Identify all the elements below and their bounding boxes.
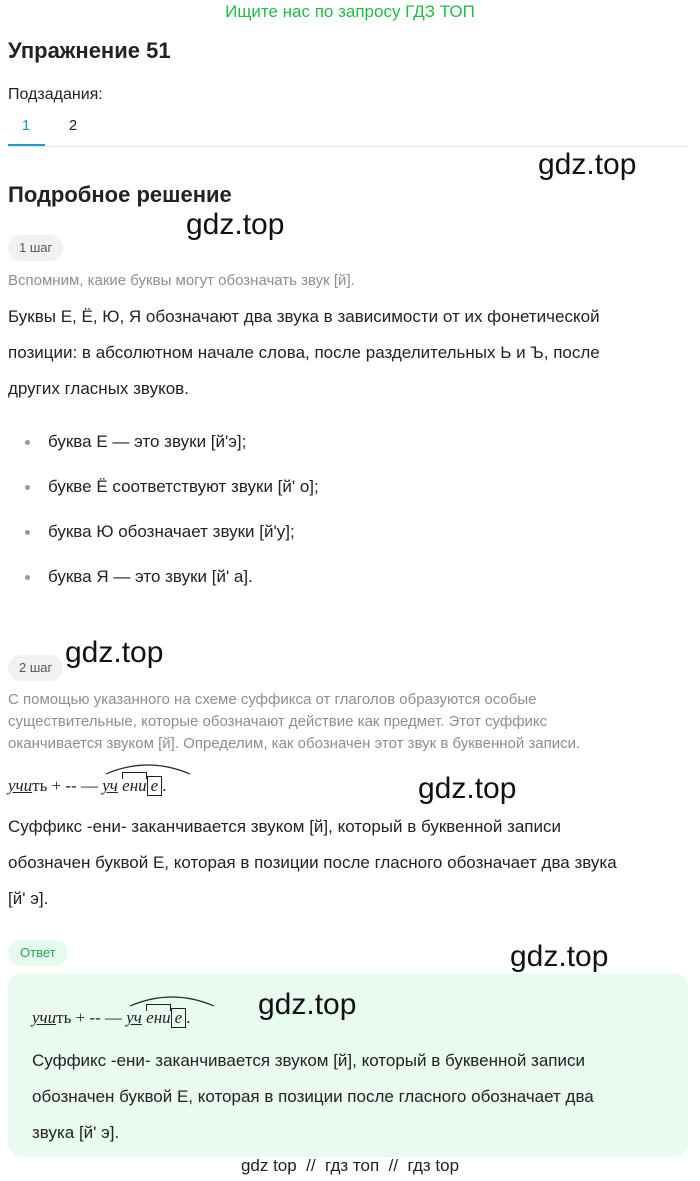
formula-ending-box: е <box>147 776 163 796</box>
formula-word <box>102 772 162 796</box>
formula-ending: ть <box>32 776 48 795</box>
bullet-icon <box>25 485 30 490</box>
formula-ending: ть <box>56 1008 72 1027</box>
step-badge: 1 шаг <box>8 235 63 261</box>
formula-suffix <box>122 776 146 795</box>
list-item-text: буква Е — это звуки [й'э]; <box>48 432 247 451</box>
tabs-divider <box>8 146 688 147</box>
search-banner: Ищите нас по запросу ГДЗ ТОП <box>225 2 475 21</box>
formula-root: учи <box>8 776 33 795</box>
root-arc-icon <box>126 994 218 1008</box>
text-line: других гласных звуков. <box>8 379 189 398</box>
answer-formula <box>32 1004 190 1028</box>
formula-tail: . <box>162 776 167 795</box>
suffix-mark-icon <box>146 1004 170 1011</box>
formula-suffix <box>146 1008 170 1027</box>
watermark: gdz.top <box>418 772 517 805</box>
hint-line: оканчивается звуком [й]. Определим, как обозначен этот звук в буквенной записи. <box>8 735 581 752</box>
step-text <box>8 299 600 407</box>
text-line: обозначен буквой Е, которая в позиции после гласного обозначает два <box>32 1087 594 1106</box>
section-title: Подробное решение <box>8 182 232 207</box>
root-arc-icon <box>102 762 194 776</box>
answer-text <box>32 1043 594 1151</box>
formula-ending-box: е <box>171 1008 187 1028</box>
watermark: gdz.top <box>510 940 609 973</box>
morpheme-formula <box>8 772 166 796</box>
step-hint <box>8 689 580 755</box>
bullet-icon <box>25 530 30 535</box>
text-line: позиции: в абсолютном начале слова, после разделительных Ь и Ъ, после <box>8 343 600 362</box>
tab-subtask-1[interactable]: 1 <box>21 117 31 134</box>
list-item <box>8 559 319 604</box>
text-line: обозначен буквой Е, которая в позиции после гласного обозначает два звука <box>8 853 617 872</box>
step-hint: Вспомним, какие буквы могут обозначать звук [й]. <box>8 272 355 289</box>
list-item-text: буква Ю обозначает звуки [й'у]; <box>48 522 295 541</box>
formula-middle: + -- — <box>71 1008 127 1027</box>
suffix-mark-icon <box>122 772 146 779</box>
step-text <box>8 809 617 917</box>
page-title: Упражнение 51 <box>8 38 171 63</box>
list-item <box>8 469 319 514</box>
formula-root-2: уч <box>126 1008 142 1027</box>
answer-badge: Ответ <box>8 940 68 966</box>
watermark: gdz.top <box>186 208 285 241</box>
text-line: Суффикс -ени- заканчивается звуком [й], который в буквенной записи <box>32 1051 585 1070</box>
text-line: звука [й' э]. <box>32 1123 120 1142</box>
list-item-text: букве Ё соответствуют звуки [й' о]; <box>48 477 319 496</box>
sounds-list <box>8 424 319 604</box>
formula-root-2: уч <box>102 776 118 795</box>
formula-root: учи <box>32 1008 57 1027</box>
text-line: Буквы Е, Ё, Ю, Я обозначают два звука в зависимости от их фонетической <box>8 307 600 326</box>
step-badge: 2 шаг <box>8 655 63 681</box>
list-item <box>8 514 319 559</box>
formula-middle: + -- — <box>47 776 103 795</box>
bullet-icon <box>25 575 30 580</box>
suffix-text: ени <box>146 1008 171 1027</box>
tab-subtask-2[interactable]: 2 <box>68 117 78 134</box>
formula-word <box>126 1004 186 1028</box>
watermark: gdz.top <box>65 636 164 669</box>
watermark: gdz.top <box>258 988 357 1021</box>
watermark: gdz.top <box>538 148 637 181</box>
footer-watermark: gdz top // гдз топ // гдз top <box>240 1156 460 1175</box>
hint-line: С помощью указанного на схеме суффикса от глаголов образуются особые <box>8 691 537 708</box>
text-line: [й' э]. <box>8 889 49 908</box>
text-line: Суффикс -ени- заканчивается звуком [й], который в буквенной записи <box>8 817 561 836</box>
list-item-text: буква Я — это звуки [й' а]. <box>48 567 253 586</box>
subtasks-label: Подзадания: <box>8 86 103 103</box>
hint-line: существительные, которые обозначают действие как предмет. Этот суффикс <box>8 713 548 730</box>
bullet-icon <box>25 440 30 445</box>
suffix-text: ени <box>122 776 147 795</box>
formula-tail: . <box>186 1008 191 1027</box>
list-item <box>8 424 319 469</box>
